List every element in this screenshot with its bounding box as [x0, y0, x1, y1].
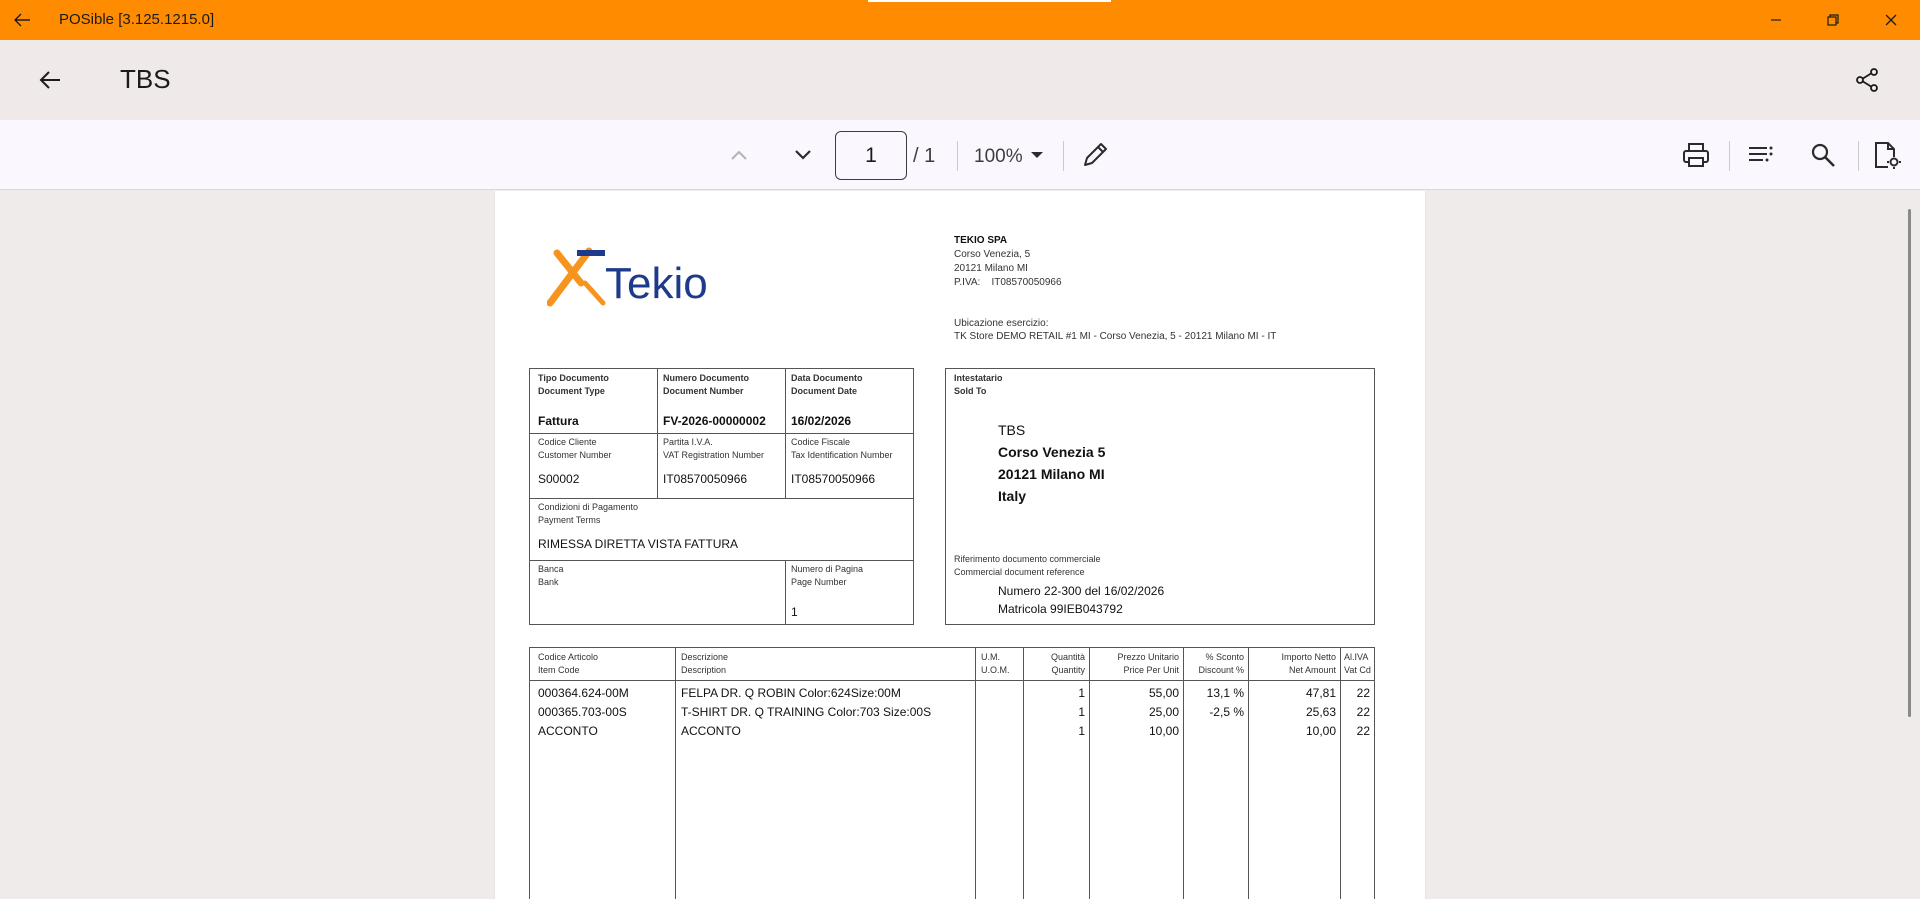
doc-date: 16/02/2026	[791, 414, 852, 428]
toolbar-divider	[957, 141, 958, 171]
col-header-desc: Descrizione Description	[681, 652, 729, 675]
drag-handle[interactable]	[868, 0, 1111, 2]
col-header-discount: % Sconto Discount %	[1198, 652, 1244, 675]
restore-icon[interactable]	[1818, 5, 1848, 35]
share-icon[interactable]	[1851, 64, 1883, 96]
reference-number: Numero 22-300 del 16/02/2026	[998, 584, 1165, 598]
vertical-scrollbar[interactable]	[1908, 209, 1911, 717]
col-header-code: Codice Articolo Item Code	[538, 652, 599, 675]
sold-to-city: 20121 Milano MI	[998, 466, 1105, 482]
location-value: TK Store DEMO RETAIL #1 MI - Corso Venezia, 5 - 20121 Milano MI - IT	[954, 331, 1277, 342]
payment-terms: RIMESSA DIRETTA VISTA FATTURA	[538, 537, 739, 551]
pdf-toolbar	[0, 120, 1920, 190]
sold-to-street: Corso Venezia 5	[998, 444, 1106, 460]
zoom-level[interactable]: 100%	[974, 146, 1023, 167]
pdf-viewer[interactable]	[0, 191, 1920, 899]
pdf-page	[495, 191, 1425, 899]
back-icon[interactable]	[34, 64, 66, 96]
close-icon[interactable]	[1876, 5, 1906, 35]
next-page-icon[interactable]	[785, 137, 821, 173]
document-settings-icon[interactable]	[1868, 137, 1904, 173]
annotate-pencil-icon[interactable]	[1077, 137, 1113, 173]
toolbar-divider	[1063, 141, 1064, 171]
app-bar	[0, 40, 1920, 120]
minimize-icon[interactable]	[1761, 5, 1791, 35]
doc-number: FV-2026-00000002	[663, 414, 766, 428]
page-number-input[interactable]	[835, 131, 907, 180]
col-header-um: U.M. U.O.M.	[981, 652, 1010, 675]
previous-page-icon[interactable]	[721, 137, 757, 173]
print-icon[interactable]	[1678, 137, 1714, 173]
col-header-qty: Quantità Quantity	[1050, 652, 1085, 675]
sold-to-box: Intestatario Sold To TBS Corso Venezia 5 20121 Milano MI Italy Riferimento documento commerciale Commercial document reference Numero 22-300 del 16/02/2026 Matricola 99IEB043792	[945, 368, 1375, 625]
company-name: TEKIO SPA	[954, 235, 1008, 246]
sold-to-name: TBS	[998, 422, 1026, 438]
customer-vat: IT08570050966	[663, 472, 748, 486]
col-header-net: Importo Netto Net Amount	[1281, 652, 1336, 675]
search-icon[interactable]	[1805, 137, 1841, 173]
page-number: 1	[791, 605, 798, 619]
page-total: / 1	[913, 145, 936, 167]
logo-wordmark: Tekio	[605, 259, 708, 308]
items-table: Codice Articolo Item Code Descrizione Description U.M. U.O.M. Quantità Quantity Prezzo Unitario Price Per Unit % Sconto Discount % Importo Netto Net Amount Al.IVA Vat Cd 000364.624-00M FELPA DR. Q ROBIN Color:624Size:00M 1 55,00 13,1 % 47,81 22 000365.703-00S T-SHIRT DR. Q TRAINING Color:703 Size:00S 1 25,00 -2,5 % 25,63 22 ACCONTO ACCONTO 1 10,00 10,00 22	[529, 647, 1375, 899]
page-title: TBS	[120, 64, 171, 94]
col-header-vat: Al.IVA Vat Cd	[1344, 652, 1371, 675]
doc-type: Fattura	[538, 414, 579, 428]
reference-serial: Matricola 99IEB043792	[998, 602, 1123, 616]
outline-list-icon[interactable]	[1743, 137, 1779, 173]
window-title: POSible [3.125.1215.0]	[59, 11, 215, 28]
location-info	[954, 317, 1276, 343]
company-vat: IT08570050966	[991, 277, 1062, 288]
company-address1: Corso Venezia, 5	[954, 249, 1031, 260]
toolbar-divider	[1858, 141, 1859, 171]
location-label: Ubicazione esercizio:	[954, 318, 1049, 329]
window-titlebar	[0, 0, 1920, 40]
sold-to-country: Italy	[998, 488, 1027, 504]
document-header-box: Tipo Documento Document Type Fattura Numero Documento Document Number FV-2026-00000002 Data Documento Document Date 16/02/2026 Codice Cliente Customer Number S00002 Partita I.V.A. VAT Registration Number IT08570050966 Codice Fiscale Tax Identification Number IT08570050966 Condizioni di Pagamento Payment Terms RIMESSA DIRETTA VISTA FATTURA Banca Bank Numero di Pagina Page Number 1	[529, 368, 914, 625]
toolbar-divider	[1729, 141, 1730, 171]
customer-taxid: IT08570050966	[791, 472, 876, 486]
back-arrow-icon[interactable]	[10, 8, 34, 32]
col-header-price: Prezzo Unitario Price Per Unit	[1117, 652, 1179, 675]
company-info	[954, 234, 1062, 290]
tekio-logo	[547, 243, 747, 309]
company-address2: 20121 Milano MI	[954, 263, 1028, 274]
customer-number: S00002	[538, 472, 580, 486]
zoom-dropdown-icon[interactable]	[1019, 137, 1055, 173]
company-vat-label: P.IVA:	[954, 277, 981, 288]
